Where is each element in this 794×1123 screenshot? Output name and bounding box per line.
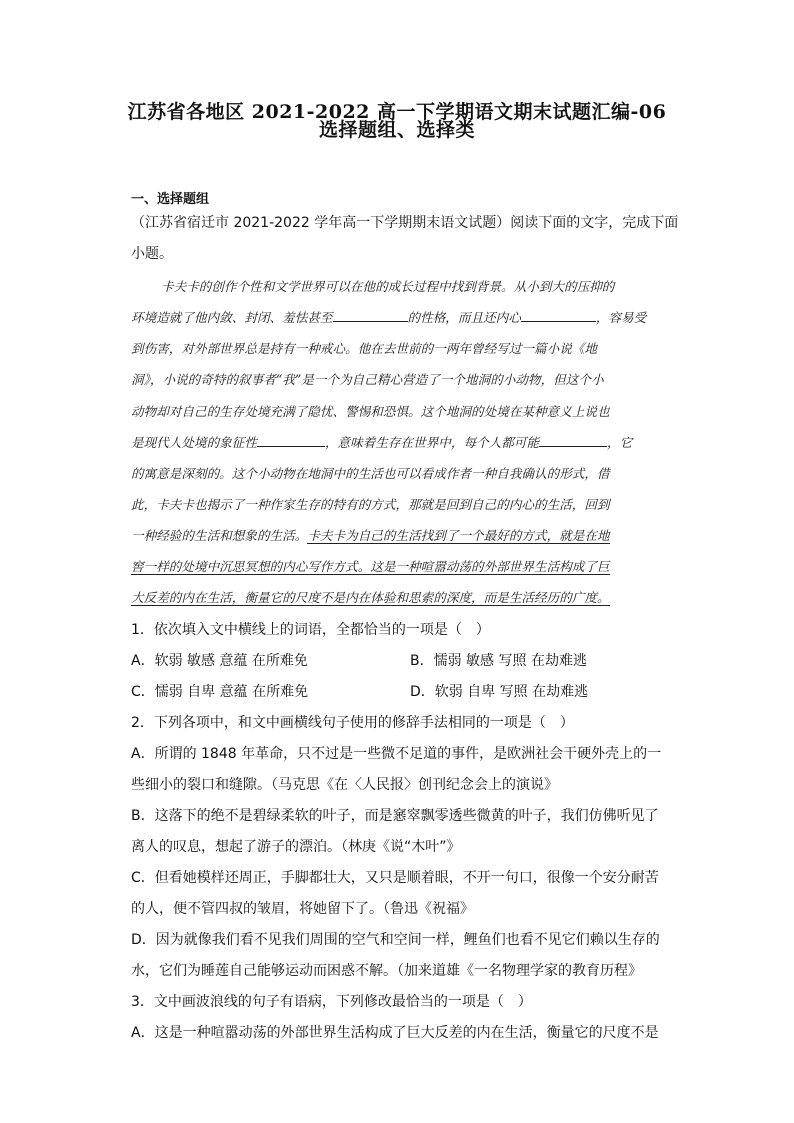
passage-line (131, 307, 646, 326)
passage-line (131, 401, 610, 420)
question-2-stem: 2．下列各项中，和文中画横线句子使用的修辞手法相同的一项是（ ） (131, 715, 574, 731)
passage-text: 此，卡夫卡也揭示了一种作家生存的特有的方式，那就是回到自己的内心的生活，回到 (131, 497, 610, 512)
passage-text: 洞》，小说的奇特的叙事者“我”是一个为自己精心营造了一个地洞的小动物，但这个小 (131, 372, 604, 387)
section-heading: 一、选择题组 (131, 192, 210, 207)
passage-line (131, 525, 610, 544)
passage-text: 卡夫卡的创作个性和文学世界可以在他的成长过程中找到背景。从小到大的压抑的 (161, 279, 615, 294)
passage-line (131, 494, 610, 513)
passage-text: 到伤害，对外部世界总是持有一种戒心。他在去世前的一两年曾经写过一篇小说《地 (131, 341, 597, 356)
document-title-line-1: 江苏省各地区 2021-2022 高一下学期语文期末试题汇编-06 (127, 101, 667, 123)
passage-text: 是现代人处境的象征性 (131, 435, 257, 450)
passage-text: 动物却对自己的生存处境充满了隐忧、警惕和恐惧。这个地洞的处境在某种意义上说也 (131, 404, 610, 419)
question-2-option-c-cont: 的人，便不管四叔的皱眉，将她留下了。（鲁迅《祝福》 (131, 901, 474, 917)
document-title-line-2: 选择题组、选择类 (318, 119, 475, 141)
question-1-option-b[interactable]: B．懦弱 敏感 写照 在劫难逃 (410, 653, 587, 669)
question-3-stem: 3．文中画波浪线的句子有语病，下列修改最恰当的一项是（ ） (131, 994, 532, 1010)
passage-text: 环境造就了他内敛、封闭、羞怯甚至 (131, 310, 333, 325)
underlined-sentence: 大反差的内在生活，衡量它的尺度不是内在体验和思索的深度，而是生活经历的广度。 (131, 590, 610, 605)
question-1-option-c[interactable]: C．懦弱 自卑 意蕴 在所难免 (131, 684, 309, 700)
passage-text: 的寓意是深刻的。这个小动物在地洞中的生活也可以看成作者一种自我确认的形式，借 (131, 466, 610, 481)
fill-blank (333, 309, 408, 322)
question-2-option-b[interactable]: B．这落下的绝不是碧绿柔软的叶子，而是窸窣飘零透些微黄的叶子，我们仿佛听见了 (131, 808, 659, 824)
question-2-option-a-cont: 些细小的裂口和缝隙。（马克思《在〈人民报〉创刊纪念会上的演说》 (131, 777, 558, 793)
passage-text: 一种经验的生活和想象的生活。 (131, 528, 308, 543)
underlined-sentence: 卡夫卡为自己的生活找到了一个最好的方式，就是在地 (307, 528, 610, 543)
passage-text: ，意味着生存在世界中，每个人都可能 (324, 435, 540, 450)
question-2-option-b-cont: 离人的叹息，想起了游子的漂泊。（林庚《说“木叶”》 (131, 839, 461, 855)
passage-text: 的性格，而且还内心 (407, 310, 521, 325)
intro-line-2: 小题。 (131, 246, 173, 262)
passage-text: ，容易受 (595, 310, 647, 325)
fill-blank (521, 309, 596, 322)
fill-blank (539, 434, 607, 447)
question-1-option-d[interactable]: D．软弱 自卑 写照 在劫难逃 (410, 684, 589, 700)
passage-line (131, 369, 604, 388)
passage-line (131, 587, 610, 606)
question-2-option-d[interactable]: D．因为就像我们看不见我们周围的空气和空间一样，鲤鱼们也看不见它们赖以生存的 (131, 932, 660, 948)
question-1-stem: 1．依次填入文中横线上的词语，全都恰当的一项是（ ） (131, 622, 490, 638)
intro-line-1: （江苏省宿迁市 2021-2022 学年高一下学期期末语文试题）阅读下面的文字，完成下面 (131, 215, 679, 231)
passage-line (161, 276, 614, 295)
underlined-sentence: 窖一样的处境中沉思冥想的内心写作方式。这是一种喧嚣动荡的外部世界生活构成了巨 (131, 559, 610, 574)
question-2-option-a[interactable]: A．所谓的 1848 年革命，只不过是一些微不足道的事件，是欧洲社会干硬外壳上的一 (131, 746, 662, 762)
passage-line (131, 556, 610, 575)
question-2-option-d-cont: 水，它们为睡莲自己能够运动而困惑不解。（加来道雄《一名物理学家的教育历程》 (131, 963, 642, 979)
passage-text: ，它 (607, 435, 633, 450)
passage-line (131, 463, 610, 482)
passage-line (131, 432, 632, 451)
question-3-option-a[interactable]: A．这是一种喧嚣动荡的外部世界生活构成了巨大反差的内在生活，衡量它的尺度不是 (131, 1025, 659, 1041)
fill-blank (257, 434, 325, 447)
question-1-option-a[interactable]: A．软弱 敏感 意蕴 在所难免 (131, 653, 308, 669)
passage-line (131, 338, 597, 357)
question-2-option-c[interactable]: C．但看她模样还周正，手脚都壮大，又只是顺着眼，不开一句口，很像一个安分耐苦 (131, 870, 659, 886)
